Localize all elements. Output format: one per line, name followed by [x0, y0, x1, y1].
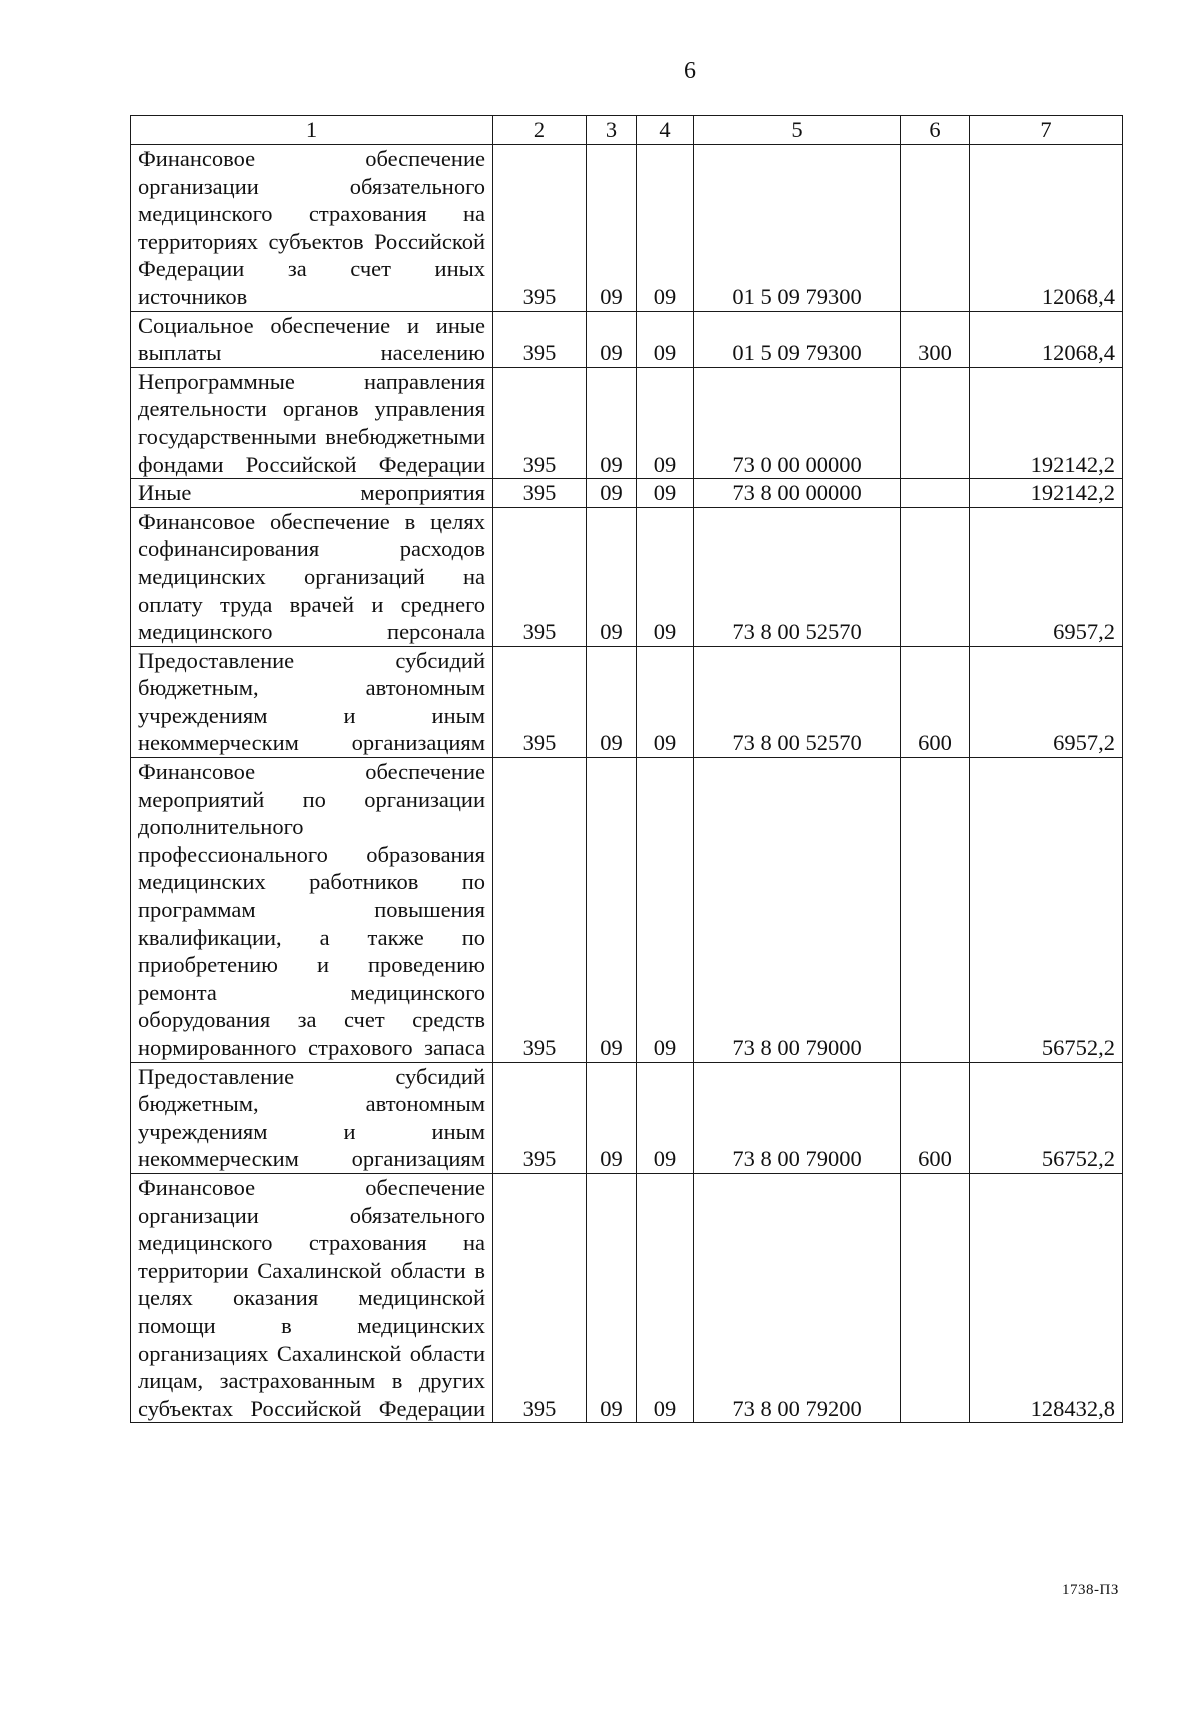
- amount-cell: 192142,2: [970, 367, 1123, 478]
- table-row: [131, 758, 1123, 1063]
- ministry-code-cell: 395: [493, 145, 587, 312]
- table-row: [131, 1062, 1123, 1173]
- target-article-cell: 73 0 00 00000: [694, 367, 901, 478]
- section-code-cell: 09: [587, 311, 637, 367]
- subsection-code-cell: 09: [637, 758, 694, 1063]
- column-header-4: 4: [637, 116, 694, 145]
- ministry-code-cell: 395: [493, 367, 587, 478]
- subsection-code-cell: 09: [637, 479, 694, 508]
- section-code-cell: 09: [587, 1062, 637, 1173]
- expense-type-cell: [901, 507, 970, 646]
- expense-type-cell: [901, 145, 970, 312]
- subsection-code-cell: 09: [637, 1173, 694, 1422]
- ministry-code-cell: 395: [493, 758, 587, 1063]
- section-code-cell: 09: [587, 646, 637, 757]
- ministry-code-cell: 395: [493, 479, 587, 508]
- expense-type-cell: [901, 1173, 970, 1422]
- table-row: [131, 367, 1123, 478]
- amount-cell: 6957,2: [970, 507, 1123, 646]
- ministry-code-cell: 395: [493, 1173, 587, 1422]
- budget-table: [130, 115, 1123, 1423]
- table-row: [131, 311, 1123, 367]
- subsection-code-cell: 09: [637, 646, 694, 757]
- expense-type-cell: [901, 367, 970, 478]
- row-name-cell: Иные мероприятия: [131, 479, 493, 508]
- row-name-cell: Предоставление субсидий бюджетным, автономным учреждениям и иным некоммерческим организациям: [131, 1062, 493, 1173]
- table-body: [131, 145, 1123, 1423]
- ministry-code-cell: 395: [493, 646, 587, 757]
- column-header-2: 2: [493, 116, 587, 145]
- amount-cell: 128432,8: [970, 1173, 1123, 1422]
- row-name-cell: Финансовое обеспечение в целях софинансирования расходов медицинских организаций на оплату труда врачей и среднего медицинского персонала: [131, 507, 493, 646]
- expense-type-cell: 600: [901, 646, 970, 757]
- section-code-cell: 09: [587, 479, 637, 508]
- row-name-cell: Непрограммные направления деятельности органов управления государственными внебюджетными фондами Российской Федерации: [131, 367, 493, 478]
- amount-cell: 6957,2: [970, 646, 1123, 757]
- row-name-cell: Предоставление субсидий бюджетным, автономным учреждениям и иным некоммерческим организациям: [131, 646, 493, 757]
- section-code-cell: 09: [587, 758, 637, 1063]
- section-code-cell: 09: [587, 1173, 637, 1422]
- expense-type-cell: [901, 479, 970, 508]
- amount-cell: 12068,4: [970, 145, 1123, 312]
- column-header-6: 6: [901, 116, 970, 145]
- expense-type-cell: [901, 758, 970, 1063]
- amount-cell: 12068,4: [970, 311, 1123, 367]
- row-name-cell: Финансовое обеспечение организации обязательного медицинского страхования на территориях субъектов Российской Федерации за счет иных источников: [131, 145, 493, 312]
- column-number-row: [131, 116, 1123, 145]
- section-code-cell: 09: [587, 507, 637, 646]
- page-number: 6: [684, 58, 696, 84]
- target-article-cell: 73 8 00 79000: [694, 1062, 901, 1173]
- expense-type-cell: 300: [901, 311, 970, 367]
- ministry-code-cell: 395: [493, 1062, 587, 1173]
- table-row: [131, 1173, 1123, 1422]
- table-row: [131, 145, 1123, 312]
- target-article-cell: 73 8 00 79200: [694, 1173, 901, 1422]
- amount-cell: 56752,2: [970, 1062, 1123, 1173]
- expense-type-cell: 600: [901, 1062, 970, 1173]
- table-row: [131, 646, 1123, 757]
- table-row: [131, 507, 1123, 646]
- target-article-cell: 73 8 00 79000: [694, 758, 901, 1063]
- column-header-5: 5: [694, 116, 901, 145]
- target-article-cell: 01 5 09 79300: [694, 311, 901, 367]
- row-name-cell: Финансовое обеспечение мероприятий по организации дополнительного профессионального образования медицинских работников по программам повышения квалификации, а также по приобретению и проведению ремонта медицинского оборудования за счет средств нормированного страхового запаса: [131, 758, 493, 1063]
- target-article-cell: 73 8 00 00000: [694, 479, 901, 508]
- ministry-code-cell: 395: [493, 507, 587, 646]
- subsection-code-cell: 09: [637, 145, 694, 312]
- amount-cell: 192142,2: [970, 479, 1123, 508]
- row-name-cell: Социальное обеспечение и иные выплаты населению: [131, 311, 493, 367]
- subsection-code-cell: 09: [637, 367, 694, 478]
- row-name-cell: Финансовое обеспечение организации обязательного медицинского страхования на территории Сахалинской области в целях оказания медицинской помощи в медицинских организациях Сахалинской области лицам, застрахованным в других субъектах Российской Федерации: [131, 1173, 493, 1422]
- target-article-cell: 73 8 00 52570: [694, 646, 901, 757]
- section-code-cell: 09: [587, 145, 637, 312]
- subsection-code-cell: 09: [637, 507, 694, 646]
- ministry-code-cell: 395: [493, 311, 587, 367]
- column-header-3: 3: [587, 116, 637, 145]
- column-header-7: 7: [970, 116, 1123, 145]
- document-code: 1738-ПЗ: [1062, 1582, 1119, 1598]
- subsection-code-cell: 09: [637, 311, 694, 367]
- amount-cell: 56752,2: [970, 758, 1123, 1063]
- column-header-1: 1: [131, 116, 493, 145]
- target-article-cell: 01 5 09 79300: [694, 145, 901, 312]
- section-code-cell: 09: [587, 367, 637, 478]
- table-row: [131, 479, 1123, 508]
- target-article-cell: 73 8 00 52570: [694, 507, 901, 646]
- subsection-code-cell: 09: [637, 1062, 694, 1173]
